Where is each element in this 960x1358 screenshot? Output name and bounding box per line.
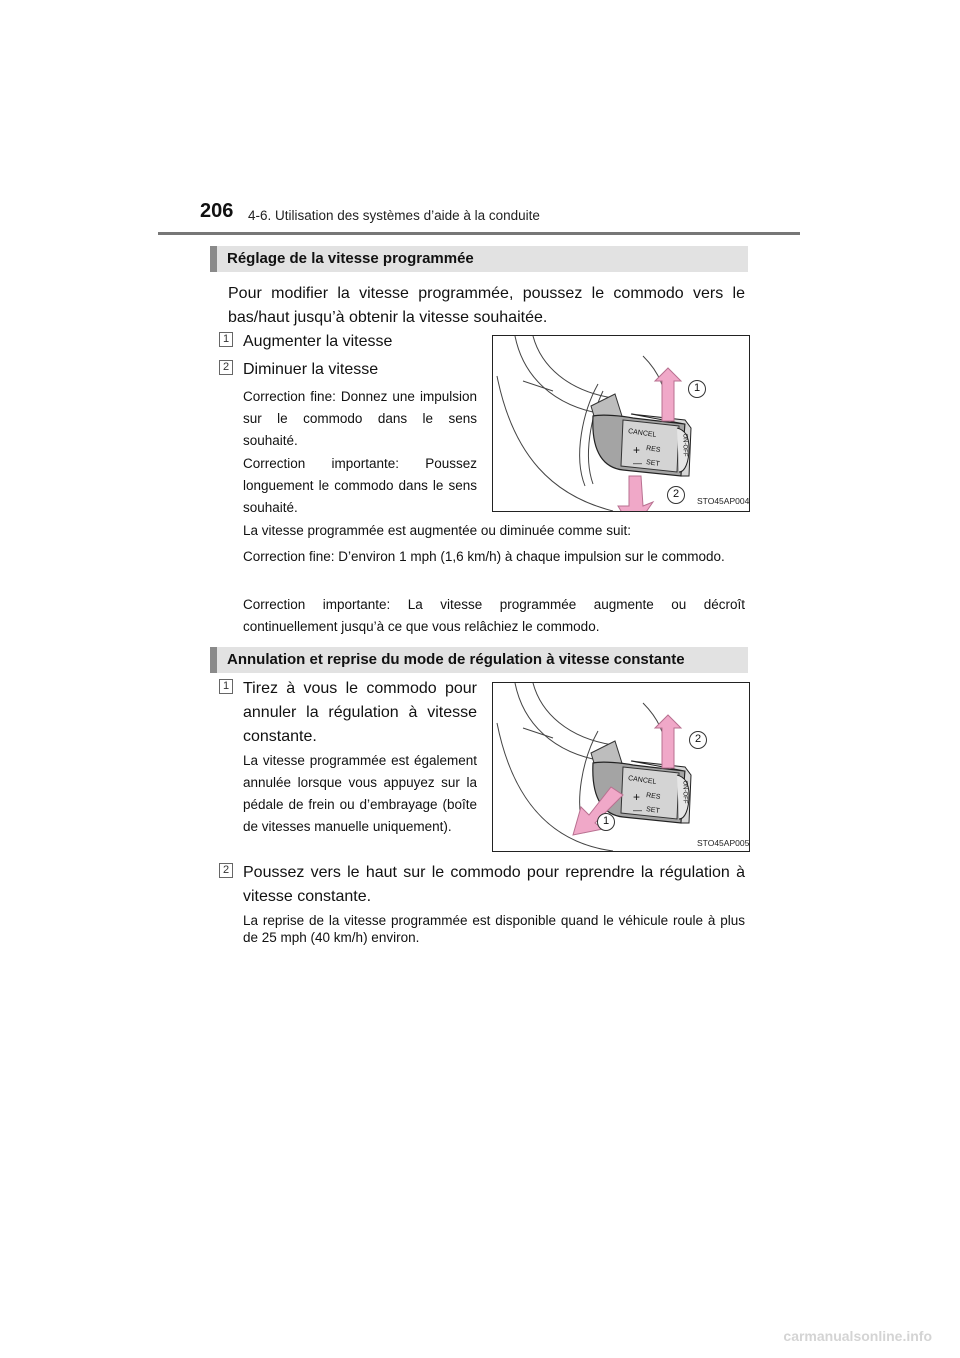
item-number-2: 2 [219,863,233,878]
callout-2: 2 [689,731,707,749]
chapter-title: 4-6. Utilisation des systèmes d’aide à la conduite [248,208,540,223]
item-number-2: 2 [219,360,233,375]
watermark: carmanualsonline.info [783,1328,932,1344]
callout-1: 1 [688,380,706,398]
section1-intro: Pour modifier la vitesse programmée, poussez le commodo vers le bas/haut jusqu’à obtenir la vitesse souhaitée. [228,285,745,326]
label-minus: — [633,458,642,468]
lever-illustration [493,336,749,511]
item-number-1: 1 [219,679,233,694]
section-title-speed-setting: Réglage de la vitesse programmée [210,246,748,272]
figure-lever-pull-resume [492,682,750,852]
label-on-off: ON-OFF [681,433,688,457]
lever-illustration [493,683,749,851]
header-rule [158,232,800,235]
figure-code: STO45AP004 [697,496,750,506]
item-decrease-speed: Diminuer la vitesse [243,361,379,378]
note-fine-correction: Correction fine: Donnez une impulsion sur le commodo dans le sens souhaité. [243,389,477,448]
item-increase-speed: Augmenter la vitesse [243,333,393,350]
note-cancel-brake: La vitesse programmée est également annulée lorsque vous appuyez sur la pédale de frein ou d’embrayage (boîte de vitesses manuelle uniquement). [243,753,477,834]
label-res: RES [645,445,661,454]
callout-2: 2 [667,486,685,504]
label-minus: — [633,805,642,815]
item-cancel-cruise: Tirez à vous le commodo pour annuler la régulation à vitesse constante. [243,680,477,745]
section-title-cancel-resume: Annulation et reprise du mode de régulation à vitesse constante [210,647,748,673]
figure-code: STO45AP005 [697,838,750,848]
label-on-off: ON-OFF [681,780,688,804]
note-major-correction: Correction importante: Poussez longuement le commodo dans le sens souhaité. [243,456,477,515]
page-number: 206 [200,200,234,222]
item-number-1: 1 [219,332,233,347]
label-cancel: CANCEL [627,775,657,786]
rate-fine: Correction fine: D’environ 1 mph (1,6 km/h) à chaque impulsion sur le commodo. [243,549,725,564]
item-resume-cruise: Poussez vers le haut sur le commodo pour reprendre la régulation à vitesse constante. [243,864,745,905]
figure-lever-up-down [492,335,750,512]
label-set: SET [645,806,661,815]
rate-major: Correction importante: La vitesse programmée augmente ou décroît continuellement jusqu’à ce que vous relâchiez le commodo. [243,597,745,634]
label-set: SET [645,459,661,468]
label-plus: + [633,790,641,804]
label-plus: + [633,443,641,457]
callout-1: 1 [597,813,615,831]
rate-intro: La vitesse programmée est augmentée ou diminuée comme suit: [243,523,631,538]
note-resume-speed: La reprise de la vitesse programmée est disponible quand le véhicule roule à plus de 25 mph (40 km/h) environ. [243,913,745,945]
label-res: RES [645,792,661,801]
label-cancel: CANCEL [627,428,657,439]
